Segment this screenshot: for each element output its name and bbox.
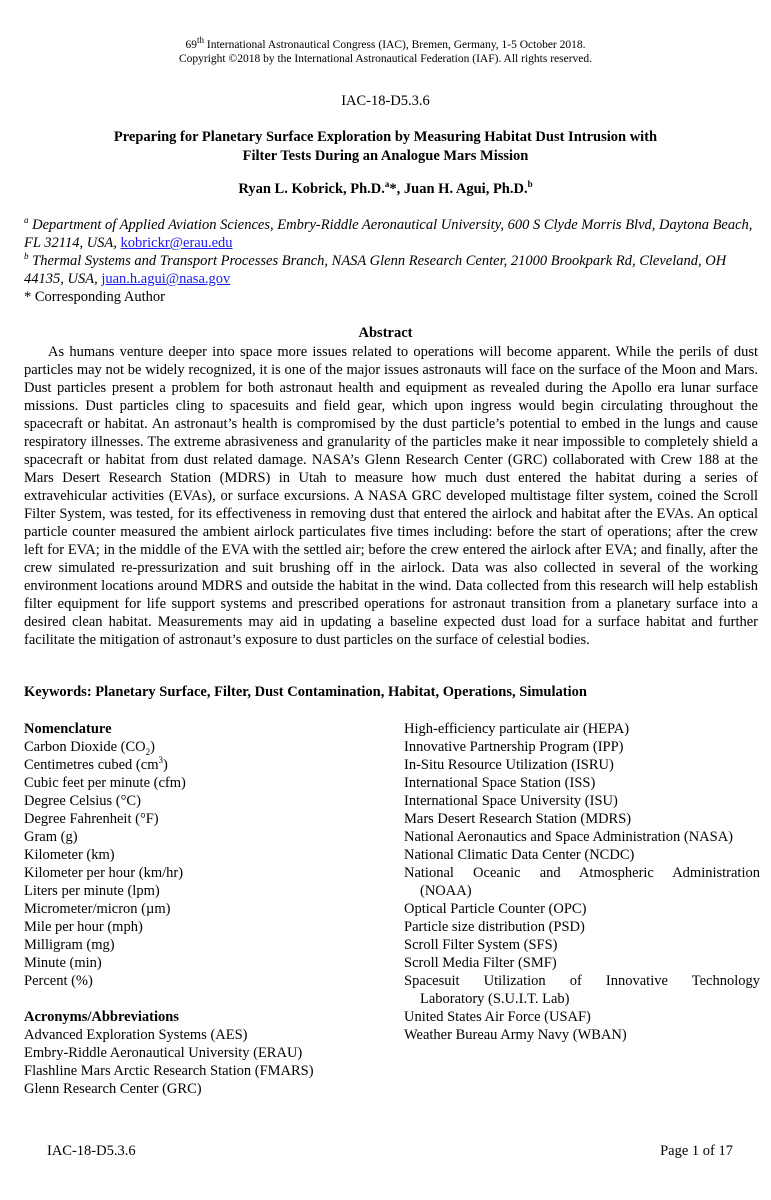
acronym-item: International Space Station (ISS) — [404, 775, 596, 791]
nomenclature-item: Kilometer per hour (km/hr) — [24, 865, 184, 881]
paper-id: IAC-18-D5.3.6 — [341, 93, 430, 109]
acronym-item: High-efficiency particulate air (HEPA) — [404, 721, 630, 737]
conference-header — [0, 35, 771, 66]
nomenclature-item: Liters per minute (lpm) — [24, 883, 160, 899]
nomenclature-item: Percent (%) — [24, 973, 93, 989]
footer-paper-id: IAC-18-D5.3.6 — [47, 1143, 136, 1159]
acronym-item: Flashline Mars Arctic Research Station (FMARS) — [24, 1063, 314, 1079]
acronym-item: Embry-Riddle Aeronautical University (ERAU) — [24, 1045, 303, 1061]
acronym-item: Scroll Filter System (SFS) — [404, 937, 558, 953]
nomenclature-item: Cubic feet per minute (cfm) — [24, 775, 186, 791]
nomenclature-item: Gram (g) — [24, 829, 78, 845]
abstract-body: As humans venture deeper into space more issues related to operations will become apparent. While the perils of dust particles may not be widely recognized, it is one of the major issues astronauts will face on the surface of the Moon and Mars. Dust particles present a problem for both astronaut health and equipment as revealed during the Apollo era lunar surface missions. Dust particles cling to spacesuits and field gear, which upon ingress would begin circulating throughout the spacecraft or habitat. An astronaut’s health is compromised by the dust particle’s potential to embed in the lungs and cause respiratory illnesses. The extreme abrasiveness and granularity of the particles make it near impossible to completely shield a spacecraft or habitat from dust related damage. NASA’s Glenn Research Center (GRC) collaborated with Crew 188 at the Mars Desert Research Station (MDRS) in Utah to measure how much dust entered the habitat during a series of extravehicular activities (EVAs), or surface excursions. A NASA GRC developed multistage filter system, coined the Scroll Filter System, was tested, for its effectiveness in removing dust that entered the airlock and habitat after the EVAs. An optical particle counter measured the ambient airlock particulates five times including: before the start of operations; after the crew left for EVA; in the middle of the EVA with the settled air; before the crew entered the airlock after EVA; and finally, after the crew simulated re-pressurization and suit brushing off in the airlock. Data was also collected in several of the working environment locations around MDRS and outside the habitat in the wind. Data collected from this research will help establish filter equipment for life support systems and prescribed operations for astronaut transition from a planetary surface into a desired clean habitat. Measurements may aid in updating a baseline expected dust load for a surface habitat and further facilitate the mitigation of astronaut’s exposure to dust particles on the surface of celestial bodies. — [24, 344, 758, 648]
affiliation-a: $^a$ Department of Applied Aviation Sciences, Embry-Riddle Aeronautical University, 600 S Clyde Morris Blvd, Daytona Beach, FL 32114, USA, kobrickr@erau.edu — [24, 215, 753, 251]
right-column — [404, 720, 760, 1044]
acronym-item: Advanced Exploration Systems (AES) — [24, 1027, 248, 1043]
acronym-item: Innovative Partnership Program (IPP) — [404, 739, 624, 755]
acronym-item-suit-lab: Spacesuit Utilization of Innovative Technology Laboratory (S.U.I.T. Lab) — [404, 973, 760, 1007]
nomenclature-item: Degree Fahrenheit (°F) — [24, 811, 159, 827]
nomenclature-item: Centimetres cubed $(cm^3)$ — [24, 755, 168, 773]
nomenclature-item: Mile per hour (mph) — [24, 919, 143, 935]
acronym-item: National Climatic Data Center (NCDC) — [404, 847, 635, 863]
acronym-item: Weather Bureau Army Navy (WBAN) — [404, 1027, 627, 1043]
spacer — [24, 990, 384, 1008]
left-column — [24, 720, 384, 1098]
acronym-item: Particle size distribution (PSD) — [404, 919, 585, 935]
author-2: Juan H. Agui, Ph.D. — [403, 181, 528, 197]
acronym-item: Optical Particle Counter (OPC) — [404, 901, 587, 917]
acronym-item: In-Situ Resource Utilization (ISRU) — [404, 757, 614, 773]
corresponding-author-note: * Corresponding Author — [24, 289, 165, 305]
acronyms-heading: Acronyms/Abbreviations — [24, 1009, 179, 1025]
footer-page-number: Page 1 of 17 — [660, 1143, 733, 1159]
nomenclature-item: Minute (min) — [24, 955, 102, 971]
acronym-item: Scroll Media Filter (SMF) — [404, 955, 557, 971]
nomenclature-item: Carbon Dioxide $(CO_2)$ — [24, 739, 155, 757]
author-1: Ryan L. Kobrick, Ph.D. — [238, 181, 385, 197]
conference-line: 69th International Astronautical Congress (IAC), Bremen, Germany, 1-5 October 2018. — [185, 35, 586, 51]
acronym-item: International Space University (ISU) — [404, 793, 618, 809]
copyright-line: Copyright ©2018 by the International Astronautical Federation (IAF). All rights reserved. — [178, 53, 593, 65]
affiliation-b: $^b$ Thermal Systems and Transport Processes Branch, NASA Glenn Research Center, 21000 Brookpark Rd, Cleveland, OH 44135, USA, juan.h.agui@nasa.gov — [24, 251, 727, 287]
nomenclature-item: Degree Celsius (°C) — [24, 793, 141, 809]
email-link-agui[interactable]: juan.h.agui@nasa.gov — [101, 271, 231, 287]
acronym-item: United States Air Force (USAF) — [404, 1009, 591, 1025]
authors-line: Ryan L. Kobrick, Ph.D.$^a$*, Juan H. Agui, Ph.D.$^b$ — [238, 179, 533, 197]
keywords: Keywords: Planetary Surface, Filter, Dust Contamination, Habitat, Operations, Simulation — [24, 684, 587, 700]
acronym-item-noaa: National Oceanic and Atmospheric Administration (NOAA) — [404, 865, 760, 899]
nomenclature-heading: Nomenclature — [24, 721, 112, 737]
email-link-kobrick[interactable]: kobrickr@erau.edu — [120, 235, 233, 251]
acronym-item: Glenn Research Center (GRC) — [24, 1081, 202, 1097]
affiliations — [24, 216, 760, 306]
nomenclature-item: Kilometer (km) — [24, 847, 115, 863]
nomenclature-item: Micrometer/micron (µm) — [24, 901, 171, 917]
abstract-heading: Abstract — [358, 325, 413, 341]
paper-title: Preparing for Planetary Surface Exploration by Measuring Habitat Dust Intrusion with Filter Tests During an Analogue Mars Mission — [113, 129, 658, 164]
acronym-item: National Aeronautics and Space Administration (NASA) — [404, 829, 734, 845]
nomenclature-item: Milligram (mg) — [24, 937, 115, 953]
acronym-item: Mars Desert Research Station (MDRS) — [404, 811, 632, 827]
